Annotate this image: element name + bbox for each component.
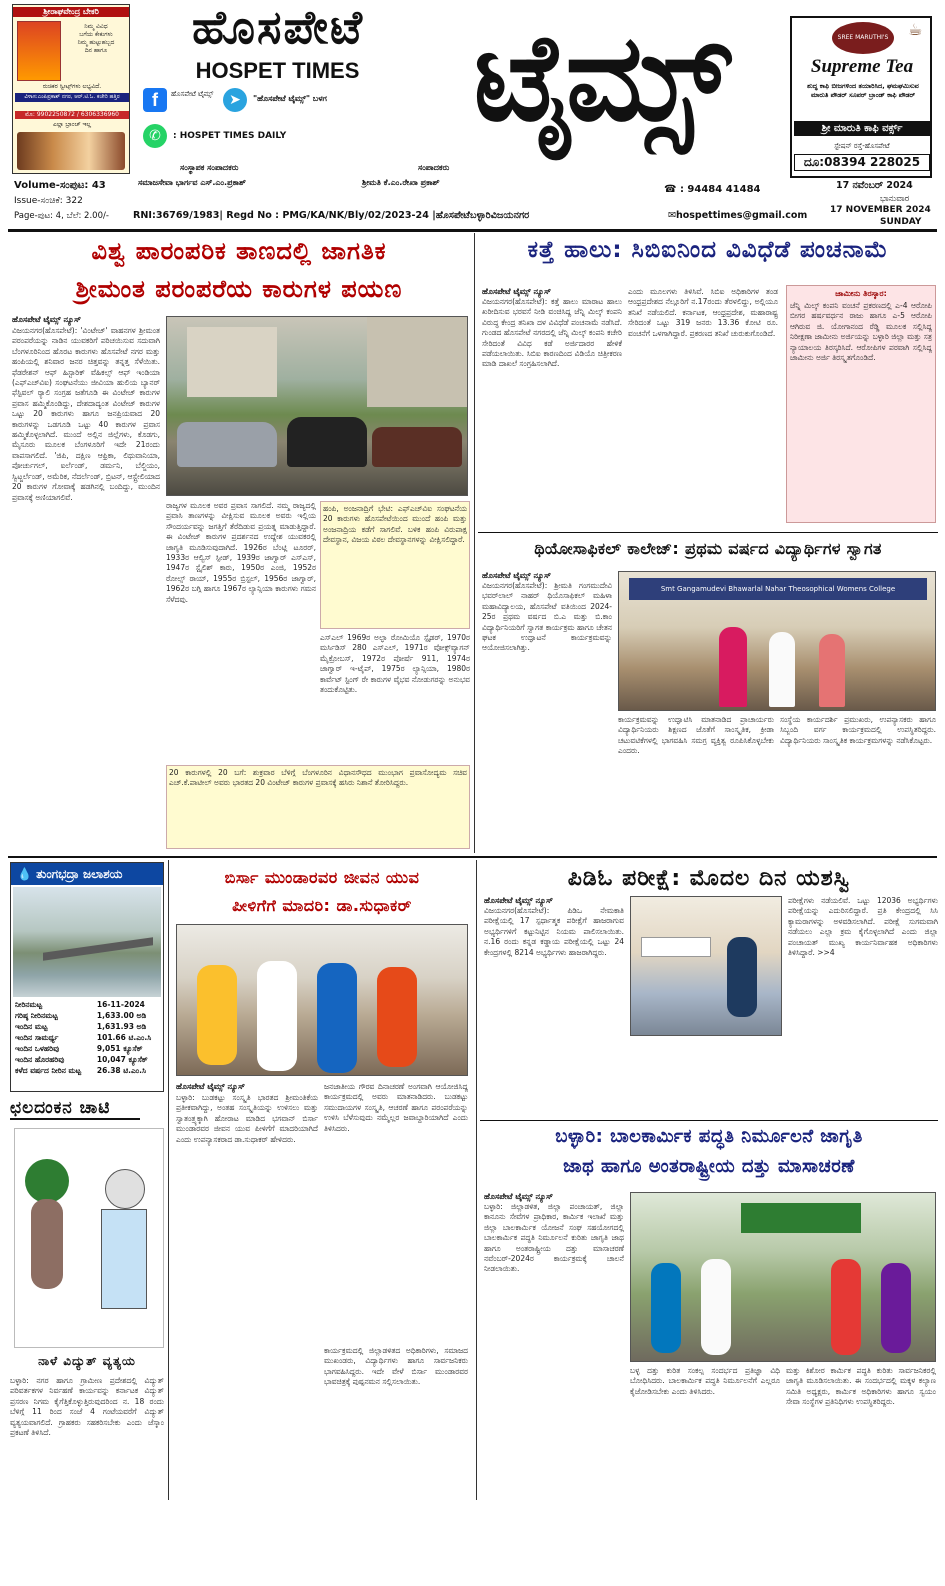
story-text-col1: ವಿಜಯನಗರ(ಹೊಸಪೇಟೆ): ಶ್ರೀಮತಿ ಗಂಗಮುದೇವಿ ಭವರ್‌ಲಾಲ್ ನಾಹರ್ ಥಿಯೊಸಾಫಿಕಲ್ ಮಹಿಳಾ ಮಹಾವಿದ್ಯಾಲಯ, ಹೊಸಪೇಟೆ ವತಿಯಿಂದ 2024-25ರ ಪ್ರಥಮ ವರ್ಷದ ಬಿ.ಎ ಮತ್ತು ಬಿ.ಕಾಂ ವಿದ್ಯಾರ್ಥಿನಿಯರಿಗೆ ಸ್ವಾಗತ ಕಾರ್ಯಕ್ರಮ ಹಾಗೂ ಚೇತನ ಘಟಕ ಉದ್ಘಾಟನೆ ಕಾರ್ಯಕ್ರಮವನ್ನು ಆಯೋಜಿಸಲಾಗಿತ್ತು.: [482, 581, 612, 653]
byline: ಹೊಸಪೇಟೆ ಟೈಮ್ಸ್ ನ್ಯೂಸ್: [482, 571, 551, 580]
byline: ಹೊಸಪೇಟೆ ಟೈಮ್ಸ್ ನ್ಯೂಸ್: [482, 287, 551, 296]
dam-stat-label: ಇಂದಿನ ಒಳಹರಿವು: [15, 1044, 60, 1053]
rni-line: RNI:36769/1983| Regd No : PMG/KA/NK/Bly/02/2023-24 |ಹೊಸಪೇಟೆಬಳ್ಳಾರಿವಿಜಯನಗರ: [133, 210, 530, 221]
bakery-line2: ಬಗೆಯ ಕೇಕುಗಳು: [79, 31, 113, 38]
dam-stat-label: ಗರಿಷ್ಠ ನೀರಿನಮಟ್ಟ: [15, 1011, 58, 1020]
story-text-col1: ಬಳ್ಳಾರಿ: ಜಿಲ್ಲಾಡಳಿತ, ಜಿಲ್ಲಾ ಪಂಚಾಯತ್, ಜಿಲ್ಲಾ ಕಾನೂನು ಸೇವೆಗಳ ಪ್ರಾಧಿಕಾರ, ಕಾರ್ಮಿಕ ಇಲಾಖೆ ಮತ್ತು ಜಿಲ್ಲಾ ಬಾಲಕಾರ್ಮಿಕ ಯೋಜನೆ ಸಂಘ ಸಹಯೋಗದಲ್ಲಿ ಬಾಲಕಾರ್ಮಿಕ ಪದ್ಧತಿ ನಿರ್ಮೂಲನೆ ಕುರಿತು ಜಾಗೃತಿ ಜಾಥ ಹಾಗೂ ಅಂತರಾಷ್ಟ್ರೀಯ ದತ್ತು ಮಾಸಾಚರಣೆ ನವೆಂಬರ್-2024ರ ಕಾರ್ಯಕ್ರಮಕ್ಕೆ ಚಾಲನೆ ನೀಡಲಾಯಿತು.: [484, 1202, 624, 1274]
bakery-god-image: [17, 21, 61, 81]
brand-badge: SREE MARUTHI'S: [832, 22, 894, 54]
story-text-col2b: ಎಸ್ಎಲ್ 1969ರ ಅಲ್ಫಾ ರೋಮಿಯೊ ಸ್ಪೈಡರ್, 1970ರ ಮರ್ಸಿಡಿಸ್ 280 ಎಸ್‌ಎಲ್, 1971ರ ವೋಕ್ಸ್‌ವ್ಯಾಗನ್ ಮೈಕ್ರೋಬಸ್, 1972ರ ಪೋರ್ಷೆ 911, 1974ರ ಜಾಗ್ವಾರ್ ಇ-ಟೈಪ್, 1975ರ ಲ್ಯಾನ್ಸಿಯಾ, 1980ರ ಕಾರ್ವೆಟ್ ಸ್ಟಿಂಗ್ ರೇ ಕಾರುಗಳ ವೈಭವ ನೋಡುಗರನ್ನು ಅನುಭವ ತಂದುಕೊಟ್ಟಿತು.: [320, 633, 470, 695]
facebook-icon[interactable]: f: [143, 88, 167, 112]
story-birsa-munda: [172, 862, 472, 1502]
story-text-col2: ಜನಜಾತೀಯ ಗೌರವ ದಿನಾಚರಣೆ ಅಂಗವಾಗಿ ಆಯೋಜಿಸಿದ್ದ ಕಾರ್ಯಕ್ರಮದಲ್ಲಿ ಅವರು ಮಾತನಾಡಿದರು. ಬುಡಕಟ್ಟು ಸಮುದಾಯಗಳ ಸಂಸ್ಕೃತಿ, ಆಚರಣೆ ಹಾಗೂ ಪರಂಪರೆಯನ್ನು ಉಳಿಸಿ ಬೆಳೆಸುವುದು ನಮ್ಮೆಲ್ಲರ ಜವಾಬ್ದಾರಿಯಾಗಿದೆ ಎಂದು ತಿಳಿಸಿದರು.: [324, 1082, 468, 1133]
bakery-line1: ನಿಮ್ಮ ವಿವಿಧ: [84, 23, 108, 30]
volume: Volume-ಸಂಪುಟ: 43: [14, 180, 106, 191]
dam-stat-value: 9,051 ಕ್ಯೂಸೆಕ್: [96, 1044, 143, 1053]
dam-stat-label: ಇಂದಿನ ಸಾಮರ್ಥ್ಯ: [15, 1033, 59, 1042]
college-banner: Smt Gangamudevi Bhawarlal Nahar Theosophical Womens College: [629, 578, 927, 600]
bail-box: [786, 285, 936, 523]
founder-name: ಸಮಾಜಸೇವಾ ಭಾರ್ಗವ ಎಸ್.ಎಂ.ಪ್ರಕಾಶ್: [138, 178, 246, 187]
phone-number: ☎ : 94484 41484: [664, 184, 761, 195]
brand-name: Supreme Tea: [810, 56, 914, 77]
story-text-col2: ಪರೀಕ್ಷೆಗಳು ನಡೆಯಲಿವೆ. ಒಟ್ಟು 12036 ಅಭ್ಯರ್ಥಿಗಳು ಪರೀಕ್ಷೆಯನ್ನು ಎದುರಿಸಲಿದ್ದಾರೆ. ಪ್ರತಿ ಕೇಂದ್ರದಲ್ಲಿ ಸಿಸಿ ಕ್ಯಾಮರಾಗಳನ್ನು ಅಳವಡಿಸಲಾಗಿದೆ. ಪರೀಕ್ಷೆ ಸುಗಮವಾಗಿ ನಡೆಯಲು ಎಲ್ಲಾ ಕ್ರಮ ಕೈಗೊಳ್ಳಲಾಗಿದೆ ಎಂದು ಜಿಲ್ಲಾ ಪಂಚಾಯತ್ ಮುಖ್ಯ ಕಾರ್ಯನಿರ್ವಾಹಕ ಅಧಿಕಾರಿಗಳು ತಿಳಿಸಿದ್ದಾರೆ. >>4: [788, 896, 938, 958]
editor-label: ಸಂಪಾದಕರು: [418, 163, 450, 172]
dam-stat-row: [13, 1054, 163, 1065]
dam-stat-value: 1,631.93 ಅಡಿ: [96, 1022, 147, 1031]
story-donkey-milk: [478, 233, 938, 533]
dam-stats-table: [13, 999, 163, 1076]
date-ka: 17 ನವೆಂಬರ್ 2024: [836, 180, 913, 191]
vintage-cars-photo: [166, 316, 468, 496]
cartoon-box: [10, 1098, 164, 1438]
bail-box-title: ಜಾಮೀನು ತಿರಸ್ಕಾರ:: [835, 289, 887, 298]
highlight-box-20cars: 20 ಕಾರುಗಳಲ್ಲಿ 20 ಬಗೆ: ಶುಕ್ರವಾರ ಬೆಳಿಗ್ಗೆ ಬೆಂಗಳೂರಿನ ವಿಧಾನಸೌಧದ ಮುಂಭಾಗ ಪ್ರವಾಸೋದ್ಯಮ ಸಚಿವ ಎಚ್.ಕೆ.ಪಾಟೀಲ್ ಅವರು ಭಾರತದ 20 ವಿಂಟೇಜ್ ಕಾರುಗಳ ಪ್ರವಾಸಕ್ಕೆ ಹಸಿರು ನಿಶಾನೆ ತೋರಿಸಿದ್ದರು.: [166, 765, 470, 849]
telegram-label: "ಹೊಸಪೇಟೆ ಟೈಮ್ಸ್" ಬಳಗ: [253, 94, 327, 103]
email[interactable]: ✉hospettimes@gmail.com: [668, 210, 808, 221]
bakery-line4: ದಿನ ಹಾಗೂ: [84, 47, 108, 54]
bakery-footer: ಎಲ್ಲಾ ಬ್ರಾಂಚ್ ಇಲ್ಲ: [52, 121, 92, 128]
event-photo: [176, 924, 468, 1076]
story-text-col2: ಬಳ್ಳ ದತ್ತು ಕುರಿತ ಸಂಕಲ್ಪ ಸಂದರ್ಭದ ಪ್ರತಿಜ್ಞಾ ವಿಧಿ ಬೋಧಿಸಿದರು. ಬಾಲಕಾರ್ಮಿಕ ಪದ್ಧತಿ ನಿರ್ಮೂಲನೆಗೆ ಎಲ್ಲರೂ ಕೈಜೋಡಿಸಬೇಕು ಎಂದು ತಿಳಿಸಿದರು.: [630, 1366, 780, 1396]
bail-box-text: ಜೆನ್ನಿ ಮಿಲ್ಕ್ ಕಂಪನಿ ವಂಚನೆ ಪ್ರಕರಣದಲ್ಲಿ ಎ-4 ಆರೋಪಿ ಬೀಗರ ಹರ್ಷವರ್ಧನ ರಾಜು ಹಾಗೂ ಎ-5 ಆರೋಪಿ ಆಗಿರುವ ಜಿ. ಯೋಗಾನಂದ ರೆಡ್ಡಿ ಮೂಲಕ ಸಲ್ಲಿಸಿದ್ದ ನಿರೀಕ್ಷಣಾ ಜಾಮೀನು ಅರ್ಜಿಯನ್ನು ಬಳ್ಳಾರಿ ಜಿಲ್ಲಾ ಮತ್ತು ಸತ್ರ ನ್ಯಾಯಾಲಯ ತಿರಸ್ಕರಿಸಿದೆ. ಆರೋಪಿಗಳ ಪರವಾಗಿ ಸಲ್ಲಿಸಿದ್ದ ಜಾಮೀನು ಅರ್ಜಿ ತಿರಸ್ಕೃತಗೊಂಡಿದೆ.: [790, 301, 932, 363]
story-text-col1: ವಿಜಯನಗರ(ಹೊಸಪೇಟೆ): 'ವಿಂಟೇಜ್' ವಾಹನಗಳ ಶ್ರೀಮಂತ ಪರಂಪರೆಯನ್ನು ನಾಡಿನ ಯುವಕರಿಗೆ ಪರಿಚಯಿಸುವ ಸದುವಾಗಿ ಬೆಂಗಳೂರಿನಿಂದ ಹೊರಟ ಕಾರುಗಳು ಹೊಸಪೇಟೆ ನಗರ ಮತ್ತು ಹಂಪಿಯಲ್ಲಿ ಶನಿವಾರ ಜನರ ಚಿತ್ತವನ್ನು ತನ್ನತ್ತ ಸೆಳೆಯಿತು. ಫೆಡರೇಶನ್ ಆಫ್ ಹಿಸ್ಟಾರಿಕ್ ವೆಹಿಕಲ್ಸ್ ಆಫ್ ಇಂಡಿಯಾ (ಎಫ್‌ಎಚ್‌ವಿಐ) ಸಂಘಟನೆಯು ಜೀವಿಯಾ ಹುಲಿಯ ಬ್ಯಾನರ್ ಫೆಸ್ಟಿವಲ್ ರ್‍ಯಾಲಿ ಸಂಗ್ರಹ ಜತೆಗೂಡಿ ಈ ವಿಂಟೇಜ್ ಕಾರುಗಳ ಪ್ರವಾಸ ಹಮ್ಮಿಕೊಂಡಿದ್ದು, ದೇಶದಾದ್ಯಂತ ವಿಂಟೇಜ್ ಕಾರುಗಳ ಒಟ್ಟು 20 ಕಾರುಗಳು ಹಾಗೂ ಜನಪ್ರಿಯವಾದ 20 ಕಾರುಗಳನ್ನು ಒಡಗೂಡಿ ಒಟ್ಟು 40 ಕಾರುಗಳ ಪ್ರವಾಸ ಹಮ್ಮಿಕೊಳ್ಳಲಾಗಿದೆ. ಮುಂದೆ ಅಲ್ಲಿನ ಜಿಲ್ಲೆಗಳು, ಕೊಡಗು, ಮೈಸೂರು ಮೂಲಕ ಬೆಂಗಳೂರಿಗೆ ಇದೇ 21ರಂದು ವಾಪಸಾಗಲಿದೆ. 'ಜಿಪಿ, ದಕ್ಷಿಣ ಆಫ್ರಿಕಾ, ಲಿಥುವಾನಿಯಾ, ಪೋರ್ಚುಗಲ್, ಐರ್ಲೆಂಡ್, ಡರ್ಮನಿ, ಬೆಲ್ಜಿಯಂ, ಸ್ವಿಟ್ಜರ್ಲೆಂಡ್, ಅಮೆರಿಕ, ನೆದರ್ಲೆಂಡ್, ಬ್ರಿಟನ್, ಆಸ್ಟ್ರೇಲಿಯಾದ 20 ಕಾರುಗಳ ಗೋವಾಕ್ಕೆ ಹಡಗಿನಲ್ಲಿ ಬಂದಿದ್ದು, ಮುಂದಿನ ಪ್ರವಾಸಕ್ಕೆ ಅಣಿಯಾಗಲಿವೆ.: [12, 326, 160, 502]
byline: ಹೊಸಪೇಟೆ ಟೈಮ್ಸ್ ನ್ಯೂಸ್: [176, 1082, 245, 1091]
dam-stat-label: ಇಂದಿನ ಹೊರಹರಿವು: [15, 1055, 65, 1064]
day-en: SUNDAY: [880, 217, 922, 227]
dam-box: [10, 862, 164, 1092]
headline-line1: ಬಿರ್ಸಾ ಮುಂಡಾರವರ ಜೀವನ ಯುವ: [224, 868, 420, 887]
byline: ಹೊಸಪೇಟೆ ಟೈಮ್ಸ್ ನ್ಯೂಸ್: [484, 1192, 553, 1201]
bakery-line3: ನಿಮ್ಮ ಹುಟ್ಟುಹಬ್ಬದ: [77, 39, 115, 46]
cartoon-caption: ನಾಳೆ ವಿದ್ಯುತ್ ವ್ಯತ್ಯಯ: [38, 1354, 136, 1368]
issue: Issue-ಸಂಚಿಕೆ: 322: [14, 196, 83, 206]
editor-name: ಶ್ರೀಮತಿ ಕೆ.ಎಂ.ರೇಖಾ ಪ್ರಕಾಶ್: [362, 178, 440, 187]
rally-photo: [630, 1192, 936, 1362]
bakery-address: ವಿಳಾಸ:ಎಂಪಿಪ್ರಕಾಶ್ ನಗರ, ಆರ್.ಟಿ.ಓ. ಕಚೇರಿ ಹತ್ತಿರ: [15, 93, 129, 102]
dam-stat-label: ಕಳೆದ ವರ್ಷದ ನೀರಿನ ಮಟ್ಟ: [15, 1066, 82, 1075]
dam-stat-row: [13, 1065, 163, 1076]
story-vintage-cars: [8, 233, 470, 853]
shop-address: ಸ್ಟೇಷನ್ ರಸ್ತೆ-ಹೊಸಪೇಟೆ: [834, 142, 890, 150]
masthead-title-en: HOSPET TIMES: [195, 58, 360, 83]
dam-title: [11, 863, 163, 885]
cartoon-image: [14, 1128, 164, 1348]
story-pdo-exam: [480, 862, 938, 1120]
story-text-col2: ಎಂದು ಮೂಲಗಳು ತಿಳಿಸಿವೆ. ಸಿಬಿಐ ಅಧಿಕಾರಿಗಳ ತಂಡ ಆಂಧ್ರಪ್ರದೇಶದ ನೆಲ್ಲೂರಿಗೆ ನ.17ರಂದು ತೆರಳಲಿದ್ದು, ಅಲ್ಲಿಯೂ ತನಿಖೆ ನಡೆಯಲಿದೆ. ಕರ್ನಾಟಕ, ಆಂಧ್ರಪ್ರದೇಶ, ಮಹಾರಾಷ್ಟ್ರ ಸೇರಿದಂತೆ ಒಟ್ಟು 319 ಜನರು 13.36 ಕೋಟಿ ರೂ. ವಂಚನೆಗೆ ಒಳಗಾಗಿದ್ದಾರೆ. ಪ್ರಕರಣದ ತನಿಖೆ ಚುರುಕುಗೊಂಡಿದೆ.: [628, 287, 778, 338]
shop-phone: ದೂ:08394 228025: [794, 154, 930, 171]
dam-stat-value: 16-11-2024: [96, 1000, 145, 1009]
story-child-labour: [480, 1122, 938, 1502]
dam-photo: [13, 887, 161, 997]
byline: ಹೊಸಪೇಟೆ ಟೈಮ್ಸ್ ನ್ಯೂಸ್: [484, 896, 553, 905]
headline-line2: ಶ್ರೀಮಂತ ಪರಂಪರೆಯ ಕಾರುಗಳ ಪಯಣ: [75, 275, 403, 303]
founder-label: ಸಂಸ್ಥಾಪಕ ಸಂಪಾದಕರು: [180, 163, 239, 172]
pages: Page-ಪುಟ: 4, ಬೆಲೆ: 2.00/-: [14, 211, 109, 221]
headline-line1: ವಿಶ್ವ ಪಾರಂಪರಿಕ ತಾಣದಲ್ಲಿ ಜಾಗತಿಕ: [91, 237, 387, 265]
story-text-col3: ಸಂಸ್ಥೆಯ ಕಾರ್ಯದರ್ಶಿ ಪ್ರಮುಖರು, ಉಪನ್ಯಾಸಕರು ಹಾಗೂ ಸಿಬ್ಬಂದಿ ವರ್ಗ ಕಾರ್ಯಕ್ರಮದಲ್ಲಿ ಉಪಸ್ಥಿತರಿದ್ದರು. ವಿದ್ಯಾರ್ಥಿನಿಯರು ಸಾಂಸ್ಕೃತಿಕ ಕಾರ್ಯಕ್ರಮಗಳನ್ನು ನಡೆಸಿಕೊಟ್ಟರು.: [780, 715, 936, 745]
telegram-icon[interactable]: ➤: [223, 88, 247, 112]
bakery-phone: ಮೊ: 9902250872 / 6306336960: [15, 111, 129, 119]
brand-text: ಶುದ್ಧ ಕಾಫಿ ಬೀಜಗಳಿಂದ ತಯಾರಿಸಿದ, ಘಮಘಮಿಸುವ ಮಾರುತಿ ಪೌಡರ್ ಸೂಪರ್ ಬ್ರಾಂಡ್ ಕಾಫಿ ಪೌಡರ್: [807, 82, 919, 99]
dam-stat-row: [13, 999, 163, 1010]
tea-cup-icon: ☕: [908, 20, 923, 39]
shop-name: ಶ್ರೀ ಮಾರುತಿ ಕಾಫಿ ವರ್ಕ್ಸ್: [794, 121, 930, 136]
dam-stat-value: 101.66 ಟಿ.ಎಂ.ಸಿ: [96, 1033, 152, 1042]
headline: ಪಿಡಿಓ ಪರೀಕ್ಷೆ: ಮೊದಲ ದಿನ ಯಶಸ್ವಿ: [567, 866, 851, 891]
dam-stat-label: ನೀರಿನಮಟ್ಟ: [15, 1000, 43, 1009]
dam-stat-row: [13, 1021, 163, 1032]
story-text-col1: ವಿಜಯನಗರ(ಹೊಸಪೇಟೆ): ಕತ್ತೆ ಹಾಲು ಮಾರಾಟ ಹಾಲು ಖರೀದಿಸುವ ಭರವಸೆ ನೀಡಿ ವಂಚಿಸಿದ್ದ ಜೆನ್ನಿ ಮಿಲ್ಕ್ ಕಂಪನಿ ವಿರುದ್ಧ ಕೇಂದ್ರ ತನಿಖಾ ದಳ ವಿವಿಧೆಡೆ ಪಂಚನಾಮೆ ನಡೆಸಿದೆ. ಗುಂಡದ ಹೊಸಪೇಟೆ ನಗರದಲ್ಲಿ ಜೆನ್ನಿ ಮಿಲ್ಕ್ ಕಂಪನಿ ಕಚೇರಿ ಸೇರಿದಂತೆ ವಿವಿಧ ಕಡೆ ಅರ್ಜಿದಾರರ ಹೇಳಿಕೆ ಪಡೆಯಲಾಯಿತು. ಸಿಬಿಐ ಕಾರಣದಿಂದ ವಿಡಿಯೊ ಚಿತ್ರೀಕರಣ ಮಾಡಿ ದಾಖಲೆ ಸಂಗ್ರಹಿಸಲಾಗಿದೆ.: [482, 297, 622, 369]
college-event-photo: [618, 571, 936, 711]
water-drop-icon: 💧: [17, 867, 32, 881]
cartoon-title: ಛಲದಂಕನ ಚಾಟಿ: [10, 1098, 140, 1120]
supreme-tea-ad: [790, 16, 932, 178]
headline: ಕತ್ತೆ ಹಾಲು: ಸಿಬಿಐನಿಂದ ವಿವಿಧೆಡೆ ಪಂಚನಾಮೆ: [527, 237, 889, 263]
highlight-box-hampi: ಹಂಪಿ, ಅಂಜನಾದ್ರಿಗೆ ಭೇಟಿ: ಎಫ್‌ಎಚ್‌ವಿಐ ಸಂಘಟನೆಯ 20 ಕಾರುಗಳು ಹೊಸಪೇಟೆಯಿಂದ ಮುಂದೆ ಹಂಪಿ ಮತ್ತು ಅಂಜನಾದ್ರಿಯ ಕಡೆಗೆ ಸಾಗಲಿವೆ. ಬಳಿಕ ಹಂಪಿ ವಿರುಪಾಕ್ಷ ದೇವಸ್ಥಾನ, ವಿಜಯ ವಿಠಲ ದೇವಸ್ಥಾನಗಳನ್ನು ವೀಕ್ಷಿಸಲಿದ್ದಾರೆ.: [320, 501, 470, 629]
bakery-line5: ರುಚಿಕರ ಸ್ವೀಟ್ಸ್‌ಗಳು ಲಭ್ಯವಿದೆ.: [42, 83, 102, 90]
dam-stat-value: 26.38 ಟಿ.ಎಂ.ಸಿ: [96, 1066, 146, 1075]
byline: ಹೊಸಪೇಟೆ ಟೈಮ್ಸ್ ನ್ಯೂಸ್: [12, 315, 81, 324]
story-text-col1: ಬಳ್ಳಾರಿ: ಬುಡಕಟ್ಟು ಸಂಸ್ಕೃತಿ ಭಾರತದ ಶ್ರೀಮಂತಿಕೆಯ ಪ್ರತೀಕವಾಗಿದ್ದು, ಅಂತಹ ಸಂಸ್ಕೃತಿಯನ್ನು ಉಳಿಸಲು ಮತ್ತು ಸ್ವಾತಂತ್ರ್ಯಕ್ಕಾಗಿ ಹೋರಾಟ ಮಾಡಿದ ಭಗವಾನ್ ಬಿರ್ಸಾ ಮುಂಡಾರವರ ಜೀವನ ಯುವ ಪೀಳಿಗೆಗೆ ಮಾದರಿಯಾಗಿದೆ ಎಂದು ಉಪನ್ಯಾಸಕರಾದ ಡಾ.ಸುಧಾಕರ್ ಹೇಳಿದರು.: [176, 1093, 318, 1144]
headline-line2: ಪೀಳಿಗೆಗೆ ಮಾದರಿ: ಡಾ.ಸುಧಾಕರ್: [232, 896, 412, 915]
dam-stat-row: [13, 1032, 163, 1043]
story-text-col2: ಕಾರ್ಯಕ್ರಮವನ್ನು ಉದ್ಘಾಟಿಸಿ ಮಾತನಾಡಿದ ಪ್ರಾಚಾರ್ಯರು ವಿದ್ಯಾರ್ಥಿನಿಯರು ಶಿಕ್ಷಣದ ಜೊತೆಗೆ ಸಾಂಸ್ಕೃತಿಕ, ಕ್ರೀಡಾ ಚಟುವಟಿಕೆಗಳಲ್ಲಿ ಭಾಗವಹಿಸಿ ಸಮಗ್ರ ವ್ಯಕ್ತಿತ್ವ ರೂಪಿಸಿಕೊಳ್ಳಬೇಕು ಎಂದರು.: [618, 715, 774, 756]
whatsapp-label: : HOSPET TIMES DAILY: [173, 131, 287, 141]
story-text-col3: ಮತ್ತು ಕಿಶೋರ ಕಾರ್ಮಿಕ ಪದ್ಧತಿ ಕುರಿತು ಸಾರ್ವಜನಿಕರಲ್ಲಿ ಜಾಗೃತಿ ಮೂಡಿಸಲಾಯಿತು. ಈ ಸಂದರ್ಭದಲ್ಲಿ ಮಕ್ಕಳ ಕಲ್ಯಾಣ ಸಮಿತಿ ಅಧ್ಯಕ್ಷರು, ಕಾರ್ಮಿಕ ಅಧಿಕಾರಿಗಳು ಹಾಗೂ ಸ್ವಯಂ ಸೇವಾ ಸಂಸ್ಥೆಗಳ ಪ್ರತಿನಿಧಿಗಳು ಉಪಸ್ಥಿತರಿದ್ದರು.: [786, 1366, 936, 1407]
dam-stat-row: [13, 1010, 163, 1021]
dam-stat-value: 1,633.00 ಅಡಿ: [96, 1011, 147, 1020]
date-en: 17 NOVEMBER 2024: [830, 205, 931, 215]
dam-stat-label: ಇಂದಿನ ಮಟ್ಟ: [15, 1022, 48, 1031]
headline: ಥಿಯೋಸಾಫಿಕಲ್ ಕಾಲೇಜ್: ಪ್ರಥಮ ವರ್ಷದ ವಿದ್ಯಾರ್ಥಿಗಳ ಸ್ವಾಗತ: [534, 539, 882, 558]
dam-stat-row: [13, 1043, 163, 1054]
facebook-label: ಹೊಸಪೇಟೆ ಟೈಮ್ಸ್: [171, 90, 214, 98]
bakery-ad: [12, 4, 130, 174]
exam-photo: [630, 896, 782, 1036]
dam-stat-value: 10,047 ಕ್ಯೂಸೆಕ್: [96, 1055, 148, 1064]
masthead-title-ka: ಹೊಸಪೇಟೆ: [191, 0, 365, 54]
story-theosophical: [478, 535, 938, 853]
power-cut-text: ಬಳ್ಳಾರಿ: ನಗರ ಹಾಗೂ ಗ್ರಾಮೀಣ ಪ್ರದೇಶದಲ್ಲಿ ವಿದ್ಯುತ್ ಪರಿವರ್ತಕಗಳ ನಿರ್ವಹಣೆ ಕಾರ್ಯವನ್ನು ಕರ್ನಾಟಕ ವಿದ್ಯುತ್ ಪ್ರಸರಣ ನಿಗಮ ಕೈಗೆತ್ತಿಕೊಳ್ಳುತ್ತಿರುವುದರಿಂದ ನ. 18 ರಂದು ಬೆಳಿಗ್ಗೆ 11 ರಿಂದ ಸಂಜೆ 4 ಗಂಟೆಯವರೆಗೆ ವಿದ್ಯುತ್ ವ್ಯತ್ಯಯವಾಗಲಿದೆ. ಗ್ರಾಹಕರು ಸಹಕರಿಸಬೇಕು ಎಂದು ಜೆಸ್ಕಾಂ ಪ್ರಕಟಣೆ ತಿಳಿಸಿದೆ.: [10, 1376, 164, 1438]
masthead-big-title: ಟೈಮ್ಸ್: [473, 9, 727, 148]
masthead: [0, 0, 945, 230]
story-text-col3: ಕಾರ್ಯಕ್ರಮದಲ್ಲಿ ಜಿಲ್ಲಾಡಳಿತದ ಅಧಿಕಾರಿಗಳು, ಸಮಾಜದ ಮುಖಂಡರು, ವಿದ್ಯಾರ್ಥಿಗಳು ಹಾಗೂ ಸಾರ್ವಜನಿಕರು ಭಾಗವಹಿಸಿದ್ದರು. ಇದೇ ವೇಳೆ ಬಿರ್ಸಾ ಮುಂಡಾರವರ ಭಾವಚಿತ್ರಕ್ಕೆ ಪುಷ್ಪನಮನ ಸಲ್ಲಿಸಲಾಯಿತು.: [324, 1346, 468, 1387]
bakery-title: ಶ್ರೀರಾಘವೇಂದ್ರ ಬೇಕರಿ: [13, 7, 129, 17]
dam-title-text: ತುಂಗಭದ್ರಾ ಜಲಾಶಯ: [36, 867, 123, 881]
cake-image: [17, 132, 125, 170]
headline-line1: ಬಳ್ಳಾರಿ: ಬಾಲಕಾರ್ಮಿಕ ಪದ್ಧತಿ ನಿರ್ಮೂಲನೆ ಜಾಗೃತಿ: [555, 1126, 863, 1147]
whatsapp-icon[interactable]: ✆: [143, 124, 167, 148]
story-text-col2a: ರಾಜ್ಯಗಳ ಮೂಲಕ ಅವರ ಪ್ರವಾಸ ಸಾಗಲಿದೆ. ನಮ್ಮ ರಾಜ್ಯದಲ್ಲಿ ಪ್ರವಾಸಿ ತಾಣಗಳನ್ನು ವೀಕ್ಷಿಸುವ ಮೂಲಕ ಅವರು ಇಲ್ಲಿಯ ಸೌಂದರ್ಯವನ್ನು ಜಗತ್ತಿಗೆ ತೆರೆದಿಡುವ ಪ್ರಯತ್ನ ಮಾಡುತ್ತಿದ್ದಾರೆ. ಈ ವಿಂಟೇಜ್ ಕಾರುಗಳ ಪ್ರದರ್ಶನದ ಉದ್ದೇಶ ಯುವಕರಲ್ಲಿ ಜಾಗೃತಿ ಮೂಡಿಸುವುದಾಗಿದೆ. 1926ರ ಬೆಂಟ್ಲಿ ಟೂರರ್, 1933ರ ಆಲ್ವಿಸ್ ಸ್ಪೀಡ್, 1939ರ ಜಾಗ್ವಾರ್ ಎಸ್ಎಸ್, 1947ರ ಸ್ಟೈಲಿಶ್ ಕಾರು, 1950ರ ಎಂಜಿ, 1952ರ ರೋಲ್ಸ್ ರಾಯ್, 1955ರ ಬ್ರಿಸ್ಟಲ್, 1956ರ ಜಾಗ್ವಾರ್, 1962ರ ಬಗ್ಗಿ ಹಾಗೂ 1967ರ ಲ್ಯಾನ್ಸಿಯಾ ಕಾರುಗಳು ಗಮನ ಸೆಳೆದವು.: [166, 501, 316, 604]
headline-line2: ಜಾಥ ಹಾಗೂ ಅಂತರಾಷ್ಟ್ರೀಯ ದತ್ತು ಮಾಸಾಚರಣೆ: [563, 1156, 855, 1177]
day-ka: ಭಾನುವಾರ: [880, 194, 910, 204]
story-text-col1: ವಿಜಯನಗರ(ಹೊಸಪೇಟೆ): ಪಿಡಿಒ ನೇಮಕಾತಿ ಪರೀಕ್ಷೆಯಲ್ಲಿ 17 ಸ್ಪರ್ಧಾತ್ಮಕ ಪರೀಕ್ಷೆಗೆ ಹಾಜರಾಗುವ ಅಭ್ಯರ್ಥಿಗಳಿಗೆ ಕಟ್ಟುನಿಟ್ಟಿನ ನಿಯಮ ಪಾಲಿಸಲಾಯಿತು. ನ.16 ರಂದು ಕನ್ನಡ ಕಡ್ಡಾಯ ಪರೀಕ್ಷೆಯಲ್ಲಿ ಒಟ್ಟು 24 ಕೇಂದ್ರಗಳಲ್ಲಿ 8214 ಅಭ್ಯರ್ಥಿಗಳು ಹಾಜರಾಗಿದ್ದರು.: [484, 906, 624, 957]
